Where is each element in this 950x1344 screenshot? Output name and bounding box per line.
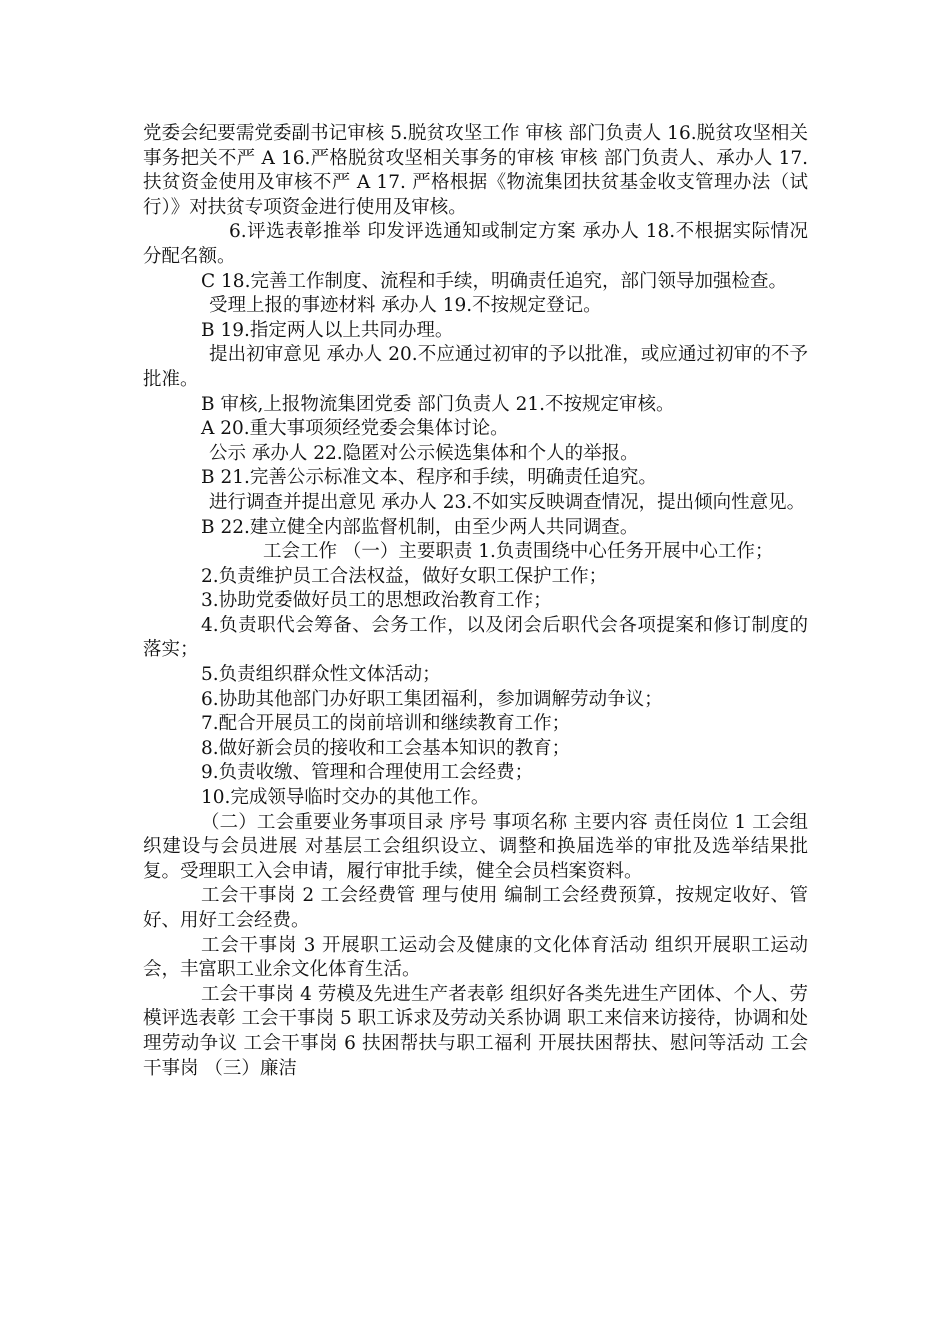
paragraph-23: （二）工会重要业务事项目录 序号 事项名称 主要内容 责任岗位 1 工会组织建设与会员进展 对基层工会组织设立、调整和换届选举的审批及选举结果批复。受理职工入会申请，履行审批手续，健全会员档案资料。 (143, 811, 808, 882)
document-page (143, 122, 808, 1081)
paragraph-14: 2.负责维护员工合法权益，做好女职工保护工作； (201, 565, 608, 587)
paragraph-9: 公示 承办人 22.隐匿对公示候选集体和个人的举报。 (209, 442, 639, 464)
paragraph-18: 6.协助其他部门办好职工集团福利，参加调解劳动争议； (201, 688, 663, 710)
paragraph-17: 5.负责组织群众性文体活动； (201, 664, 441, 686)
paragraph-7: B 审核,上报物流集团党委 部门负责人 21.不按规定审核。 (201, 393, 675, 415)
paragraph-10: B 21.完善公示标准文本、程序和手续，明确责任追究。 (201, 467, 657, 489)
paragraph-26: 工会干事岗 4 劳模及先进生产者表彰 组织好各类先进生产团体、个人、劳模评选表彰 工会干事岗 5 职工诉求及劳动关系协调 职工来信来访接待，协调和处理劳动争议 工会干事岗 6 扶困帮扶与职工福利 开展扶困帮扶、慰问等活动 工会干事岗 （三）廉洁 (143, 983, 808, 1079)
paragraph-5: B 19.指定两人以上共同办理。 (201, 319, 454, 341)
paragraph-25: 工会干事岗 3 开展职工运动会及健康的文化体育活动 组织开展职工运动会，丰富职工业余文化体育生活。 (143, 934, 808, 981)
paragraph-12: B 22.建立健全内部监督机制，由至少两人共同调查。 (201, 516, 639, 538)
paragraph-2: 6.评选表彰推举 印发评选通知或制定方案 承办人 18.不根据实际情况分配名额。 (143, 221, 808, 267)
paragraph-6: 提出初审意见 承办人 20.不应通过初审的予以批准，或应通过初审的不予批准。 (143, 344, 808, 390)
paragraph-15: 3.协助党委做好员工的思想政治教育工作； (201, 590, 552, 612)
paragraph-4: 受理上报的事迹材料 承办人 19.不按规定登记。 (209, 295, 602, 317)
paragraph-11: 进行调查并提出意见 承办人 23.不如实反映调查情况，提出倾向性意见。 (209, 491, 806, 513)
paragraph-21: 9.负责收缴、管理和合理使用工会经费； (201, 762, 534, 784)
paragraph-16: 4.负责职代会筹备、会务工作，以及闭会后职代会各项提案和修订制度的落实； (143, 614, 808, 661)
paragraph-13: 工会工作 （一）主要职责 1.负责围绕中心任务开展中心工作； (263, 541, 774, 563)
paragraph-8: A 20.重大事项须经党委会集体讨论。 (201, 418, 509, 440)
paragraph-1: 党委会纪要需党委副书记审核 5.脱贫攻坚工作 审核 部门负责人 16.脱贫攻坚相关事务把关不严 A 16.严格脱贫攻坚相关事务的审核 审核 部门负责人、承办人 17.扶贫资金使用及审核不严 A 17. 严格根据《物流集团扶贫基金收支管理办法（试行）》对扶贫专项资金进行使用及审核。 (143, 123, 808, 218)
paragraph-24: 工会干事岗 2 工会经费管 理与使用 编制工会经费预算，按规定收好、管好、用好工会经费。 (143, 885, 808, 931)
paragraph-19: 7.配合开展员工的岗前培训和继续教育工作； (201, 713, 571, 735)
paragraph-3: C 18.完善工作制度、流程和手续，明确责任追究，部门领导加强检查。 (201, 270, 787, 292)
paragraph-22: 10.完成领导临时交办的其他工作。 (201, 787, 490, 809)
paragraph-20: 8.做好新会员的接收和工会基本知识的教育； (201, 737, 571, 759)
